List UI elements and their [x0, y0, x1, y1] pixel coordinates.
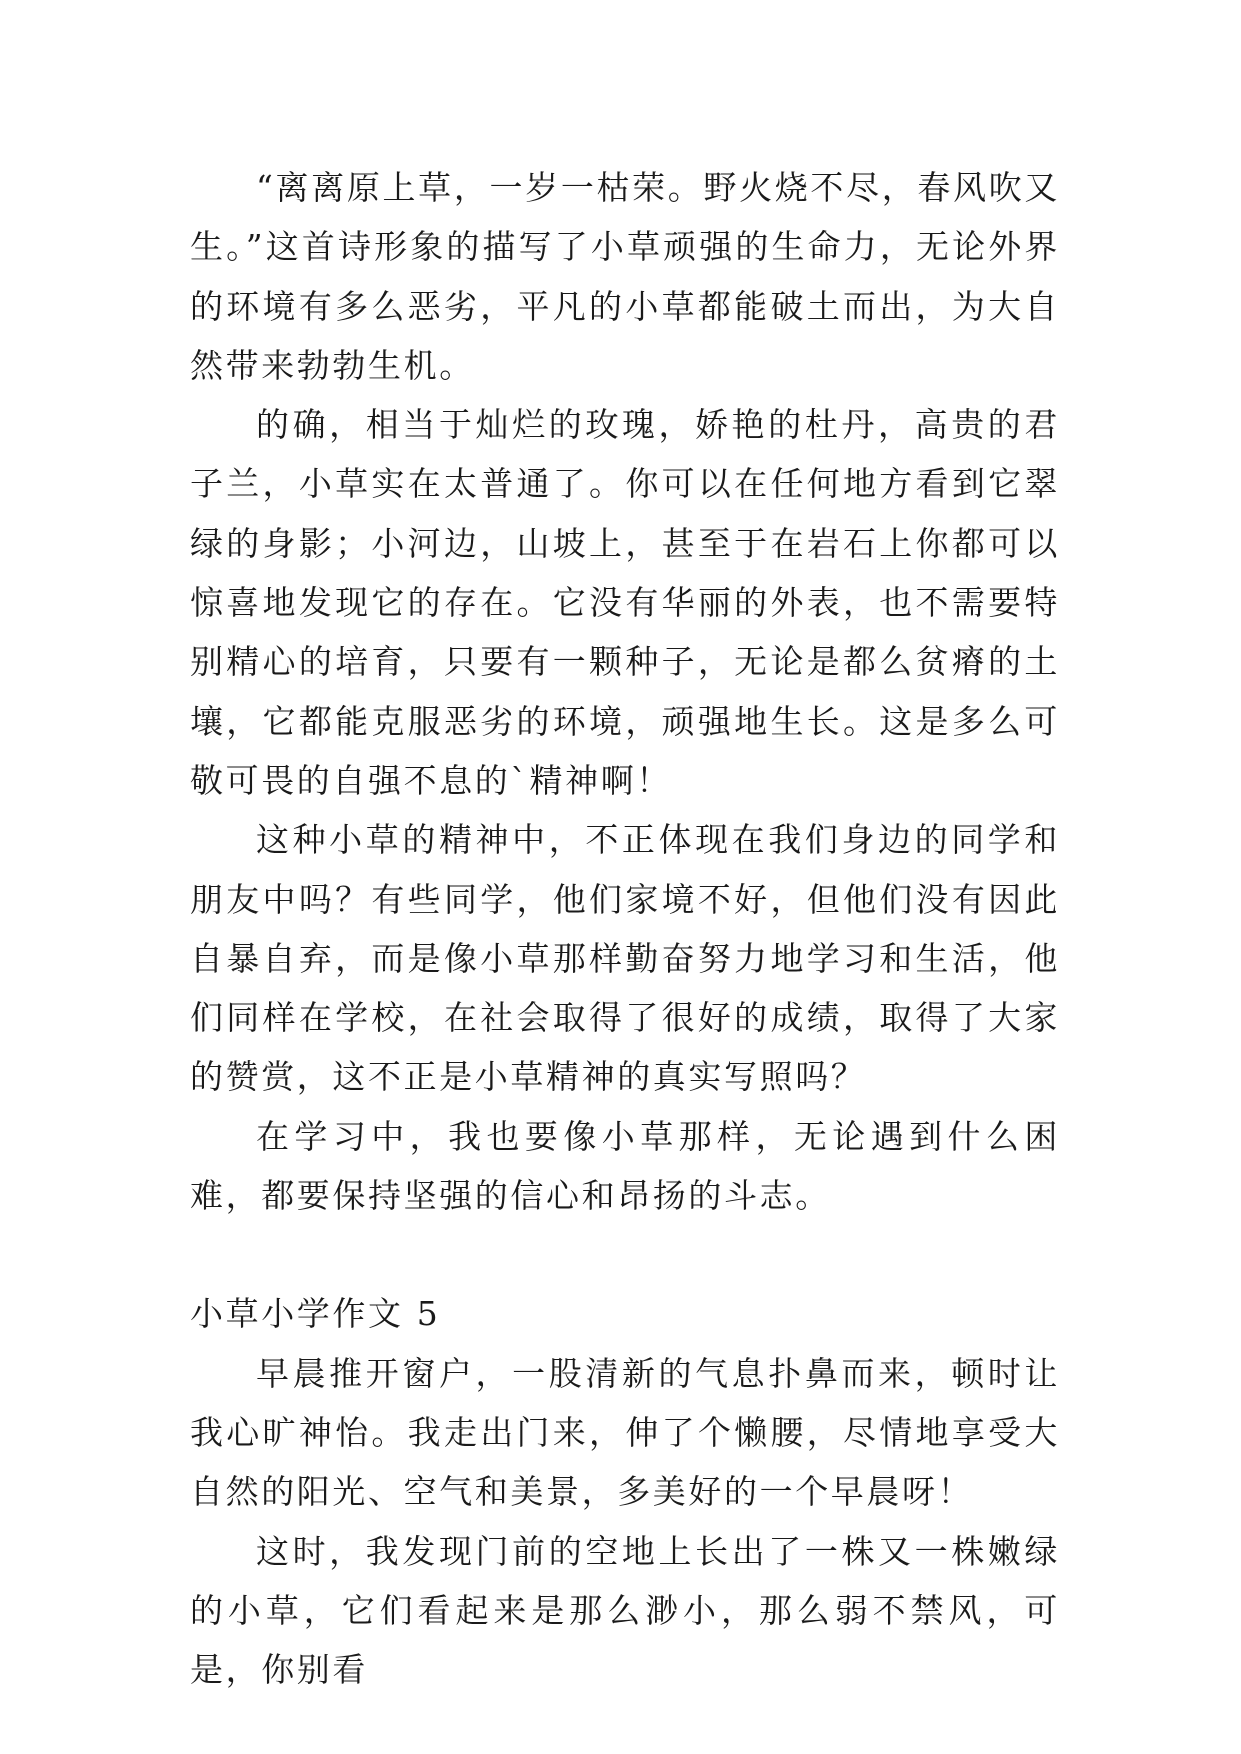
paragraph: 早晨推开窗户，一股清新的气息扑鼻而来，顿时让我心旷神怡。我走出门来，伸了个懒腰，尽情地享受大自然的阳光、空气和美景，多美好的一个早晨呀！ [190, 1353, 1060, 1512]
document-body [190, 158, 1060, 1699]
paragraph: 这种小草的精神中，不正体现在我们身边的同学和朋友中吗？有些同学，他们家境不好，但他们没有因此自暴自弃，而是像小草那样勤奋努力地学习和生活，他们同样在学校，在社会取得了很好的成绩，取得了大家的赞赏，这不正是小草精神的真实写照吗？ [190, 820, 1060, 1097]
section-heading: 小草小学作文 5 [190, 1294, 441, 1334]
paragraph: 的确，相当于灿烂的玫瑰，娇艳的杜丹，高贵的君子兰，小草实在太普通了。你可以在任何地方看到它翠绿的身影；小河边，山坡上，甚至于在岩石上你都可以惊喜地发现它的存在。它没有华丽的外表，也不需要特别精心的培育，只要有一颗种子，无论是都么贫瘠的土壤，它都能克服恶劣的环境，顽强地生长。这是多么可敬可畏的自强不息的`精神啊！ [190, 405, 1060, 800]
paragraph: “离离原上草，一岁一枯荣。野火烧不尽，春风吹又生。”这首诗形象的描写了小草顽强的生命力，无论外界的环境有多么恶劣，平凡的小草都能破土而出，为大自然带来勃勃生机。 [190, 168, 1060, 385]
paragraph: 在学习中，我也要像小草那样，无论遇到什么困难，都要保持坚强的信心和昂扬的斗志。 [190, 1116, 1060, 1216]
paragraph: 这时，我发现门前的空地上长出了一株又一株嫩绿的小草，它们看起来是那么渺小，那么弱不禁风，可是，你别看 [190, 1531, 1060, 1690]
